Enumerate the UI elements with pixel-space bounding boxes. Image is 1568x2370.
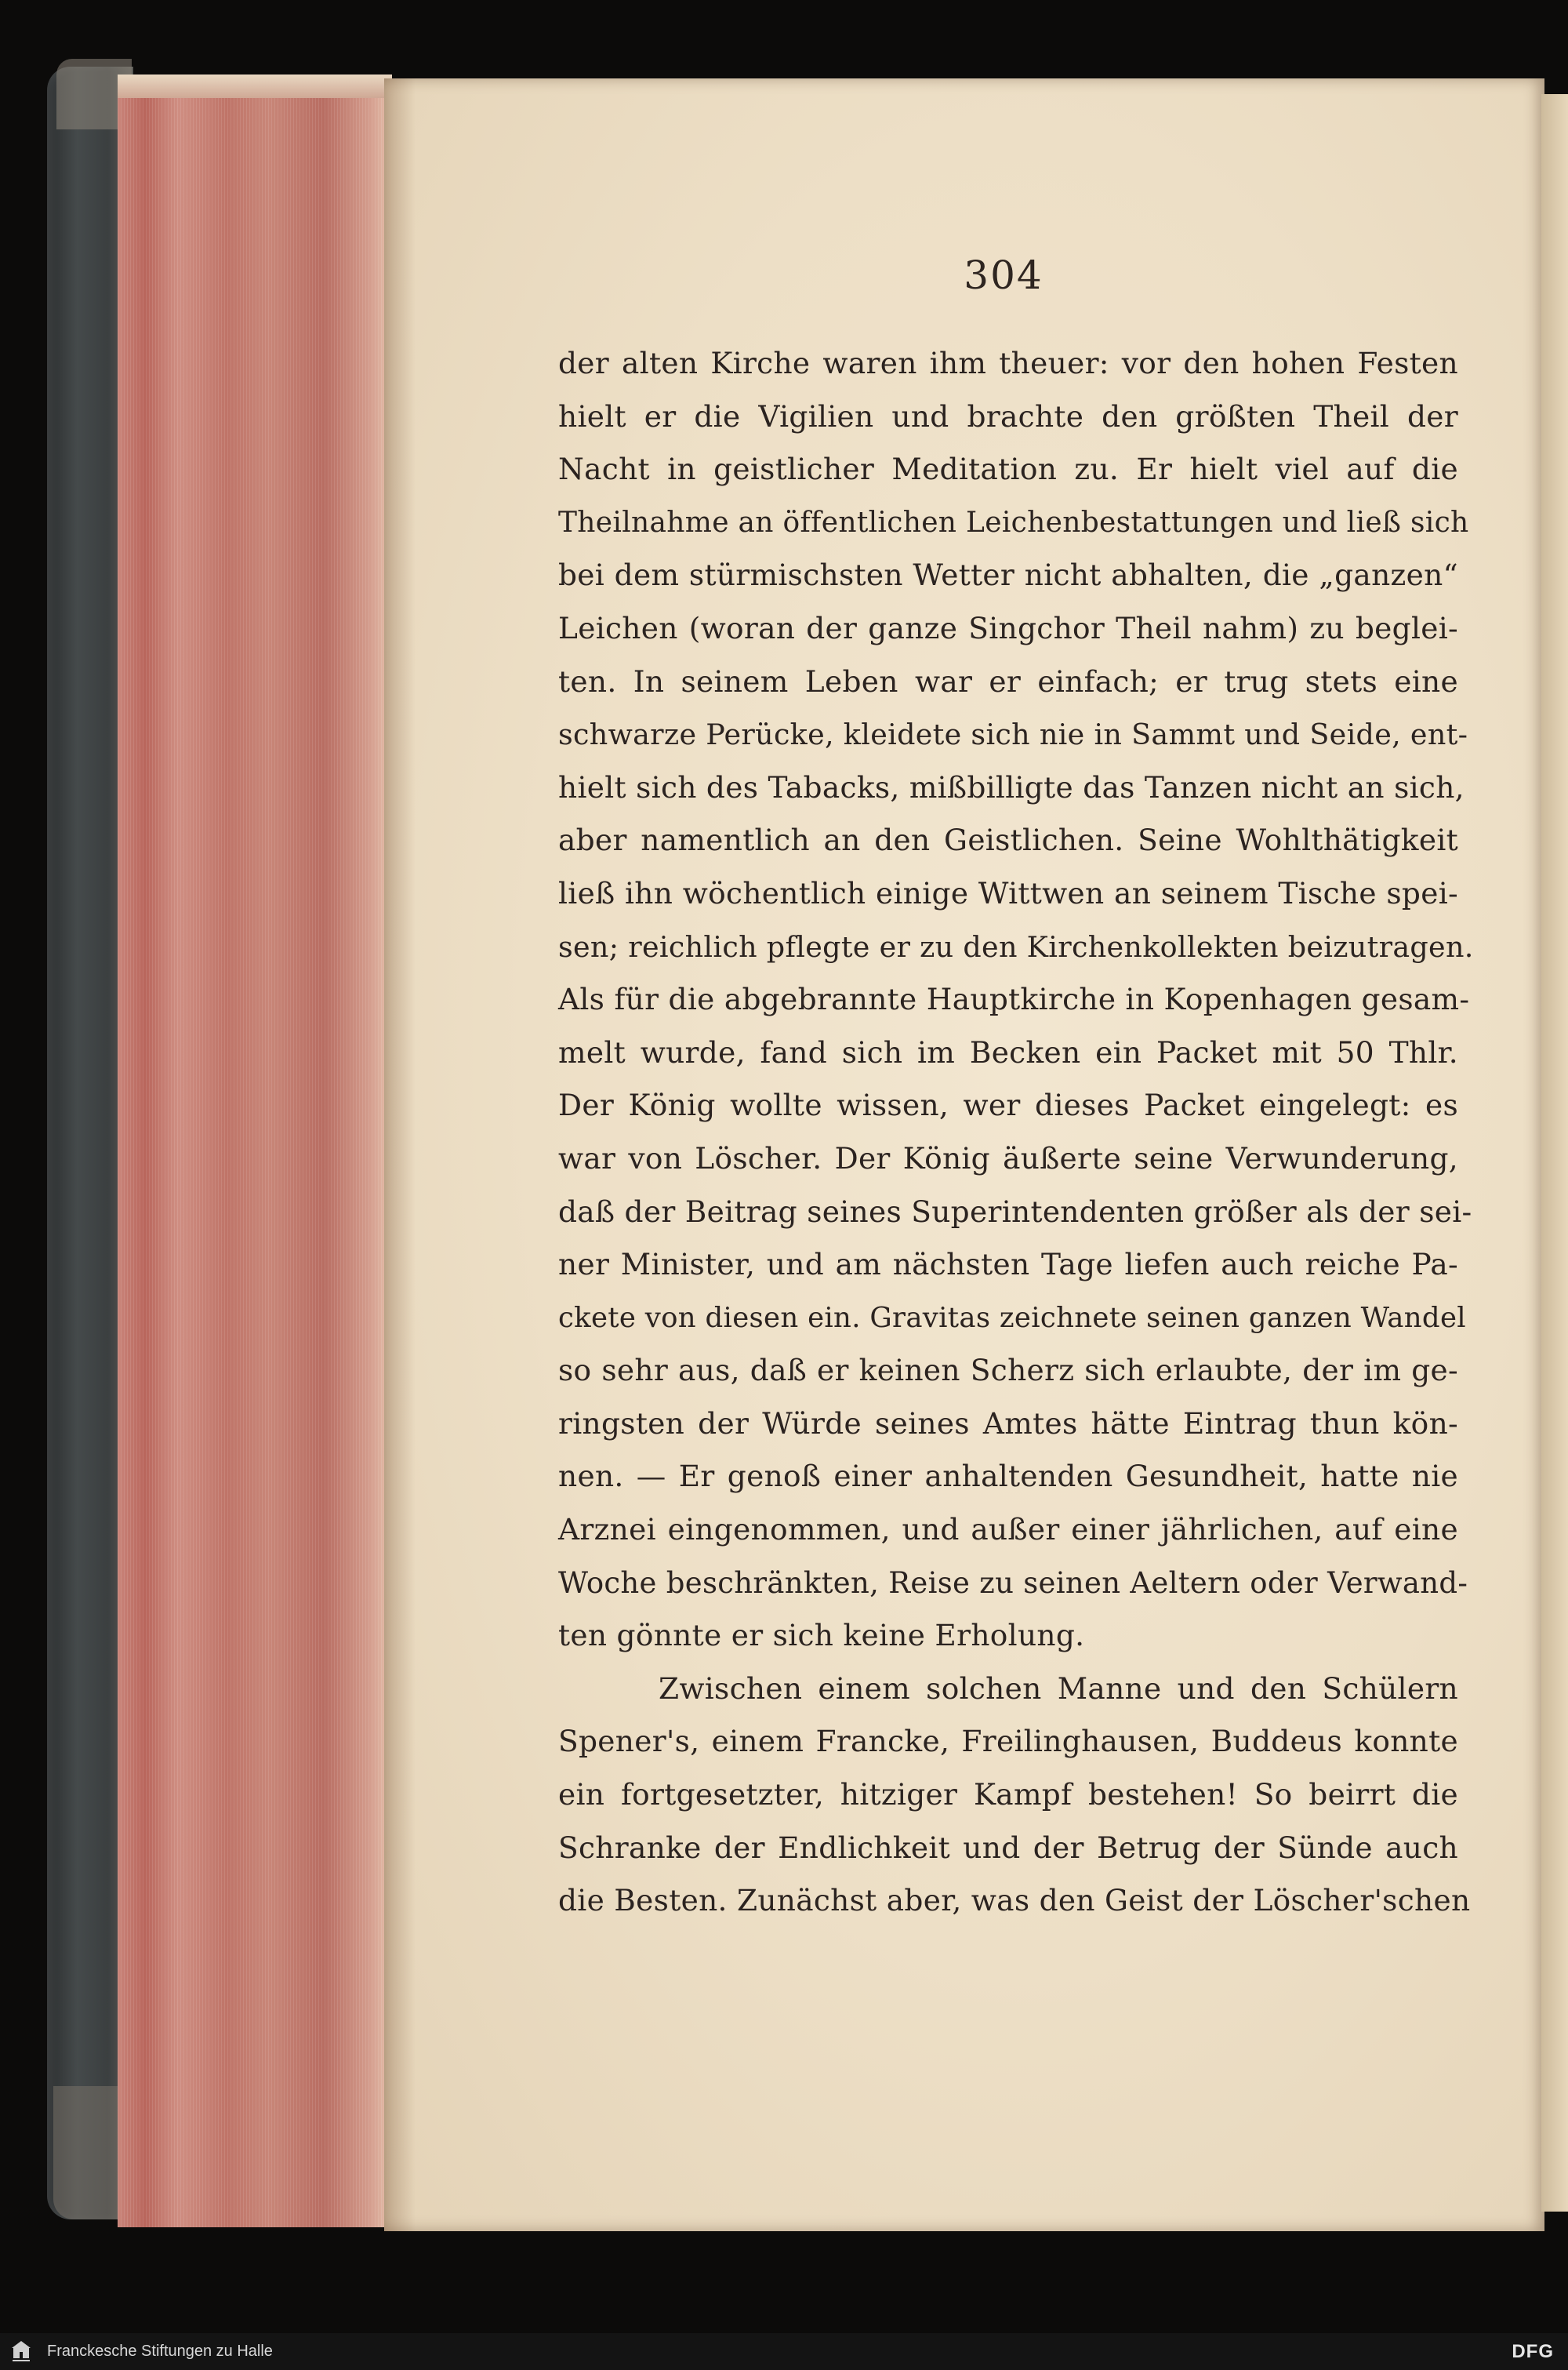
next-page-edge [1541, 94, 1568, 2212]
text-line: Arznei eingenommen, und außer einer jährlichen, auf eine [558, 1512, 1458, 1547]
text-line: Schranke der Endlichkeit und der Betrug der Sünde auch [558, 1830, 1458, 1865]
text-line: ten. In seinem Leben war er einfach; er trug stets eine [558, 663, 1458, 699]
page-gutter-shadow [384, 78, 416, 2231]
dfg-logo: DFG [1512, 2341, 1554, 2362]
text-line: nen. — Er genoß einer anhaltenden Gesundheit, hatte nie [558, 1459, 1458, 1494]
body-text [558, 337, 1474, 1928]
text-line: aber namentlich an den Geistlichen. Seine Wohlthätigkeit [558, 823, 1458, 858]
page-edges-top [118, 75, 392, 98]
text-line: Zwischen einem solchen Manne und den Schülern [659, 1670, 1458, 1706]
text-line: Der König wollte wissen, wer dieses Packet eingelegt: es [558, 1088, 1458, 1123]
text-line: Theilnahme an öffentlichen Leichenbestattungen und ließ sich [558, 506, 1469, 539]
text-line: ckete von diesen ein. Gravitas zeichnete seinen ganzen Wandel [558, 1301, 1466, 1334]
text-line: hielt sich des Tabacks, mißbilligte das Tanzen nicht an sich, [558, 769, 1465, 805]
text-line: Spener's, einem Francke, Freilinghausen, Buddeus konnte [558, 1724, 1458, 1759]
institution-name: Franckesche Stiftungen zu Halle [47, 2343, 273, 2360]
text-line: Leichen (woran der ganze Singchor Theil nahm) zu beglei- [558, 610, 1458, 645]
text-line: ein fortgesetzter, hitziger Kampf bestehen! So beirrt die [558, 1777, 1458, 1812]
text-line: war von Löscher. Der König äußerte seine Verwunderung, [558, 1140, 1458, 1176]
text-line: hielt er die Vigilien und brachte den größten Theil der [558, 398, 1458, 434]
text-line: die Besten. Zunächst aber, was den Geist der Löscher'schen [558, 1883, 1471, 1918]
text-line: melt wurde, fand sich im Becken ein Packet mit 50 Thlr. [558, 1034, 1458, 1070]
text-line: ner Minister, und am nächsten Tage liefen auch reiche Pa- [558, 1247, 1458, 1282]
text-line: daß der Beitrag seines Superintendenten größer als der sei- [558, 1194, 1472, 1229]
text-line: schwarze Perücke, kleidete sich nie in Sammt und Seide, ent- [558, 718, 1468, 752]
text-line: Nacht in geistlicher Meditation zu. Er hielt viel auf die [558, 452, 1458, 487]
text-line: ten gönnte er sich keine Erholung. [558, 1618, 1085, 1653]
institution-logo-icon [11, 2339, 31, 2363]
text-line: Als für die abgebrannte Hauptkirche in Kopenhagen gesam- [558, 982, 1470, 1017]
page-number: 304 [964, 253, 1044, 298]
page-edges [118, 78, 392, 2227]
text-line: so sehr aus, daß er keinen Scherz sich erlaubte, der im ge- [558, 1353, 1458, 1388]
text-line: ringsten der Würde seines Amtes hätte Eintrag thun kön- [558, 1405, 1458, 1441]
text-line: sen; reichlich pflegte er zu den Kirchenkollekten beizutragen. [558, 929, 1474, 964]
text-line: ließ ihn wöchentlich einige Wittwen an seinem Tische spei- [558, 875, 1458, 911]
viewer-footer [0, 2333, 1568, 2370]
text-line: der alten Kirche waren ihm theuer: vor den hohen Festen [558, 346, 1458, 380]
text-line: bei dem stürmischsten Wetter nicht abhalten, die „ganzen“ [558, 558, 1458, 593]
text-line: Woche beschränkten, Reise zu seinen Aeltern oder Verwand- [558, 1565, 1468, 1600]
